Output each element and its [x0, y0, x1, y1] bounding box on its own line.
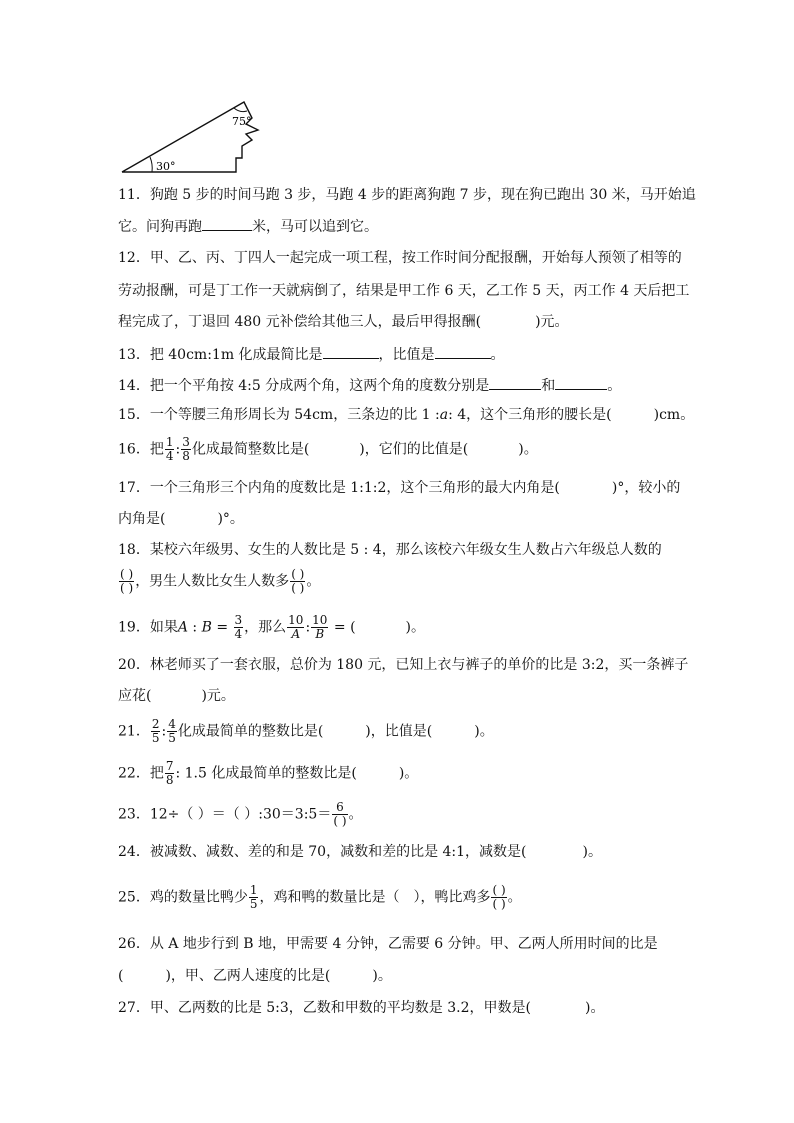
- question-12-line-1: 12．甲、乙、丙、丁四人一起完成一项工程，按工作时间分配报酬，开始每人预领了相等的: [118, 250, 682, 266]
- fraction: $\frac{7}{8}$: [165, 759, 174, 787]
- answer-blank[interactable]: [202, 216, 252, 231]
- question-20-line-2: 应花( )元。: [118, 688, 235, 704]
- question-12-line-2: 劳动报酬，可是丁工作一天就病倒了，结果是甲工作 6 天，乙工作 5 天，丙工作 4 天后把工: [118, 283, 690, 299]
- question-21: 21． $\frac{2}{5}$ : $\frac{4}{5}$ 化成最简单的整数比是( )，比值是( )。: [118, 717, 494, 745]
- question-22: 22．把 $\frac{7}{8}$ : 1.5 化成最简单的整数比是( )。: [118, 759, 419, 787]
- fraction: $\frac{2}{5}$: [151, 717, 160, 745]
- fraction: $\frac{10}{B}$: [312, 613, 328, 641]
- fraction: $\frac{1}{5}$: [249, 883, 258, 911]
- question-17-line-1: 17．一个三角形三个内角的度数比是 1:1:2，这个三角形的最大内角是( )°，较小的: [118, 480, 681, 496]
- question-16: 16．把 $\frac{1}{4}$ : $\frac{3}{8}$ 化成最简整数比是( )，它们的比值是( )。: [118, 435, 538, 463]
- question-14: 14．把一个平角按 4:5 分成两个角，这两个角的度数分别是 和 。: [118, 375, 621, 395]
- question-27: 27．甲、乙两数的比是 5:3，乙数和甲数的平均数是 3.2，甲数是( )。: [118, 1000, 605, 1016]
- blank-fraction[interactable]: $\frac{( )}{( )}$: [291, 567, 305, 595]
- question-11-line-1: 11．狗跑 5 步的时间马跑 3 步，马跑 4 步的距离狗跑 7 步，现在狗已跑出 30 米，马开始追: [118, 187, 696, 203]
- question-20-line-1: 20．林老师买了一套衣服，总价为 180 元，已知上衣与裤子的单价的比是 3:2，买一条裤子: [118, 657, 689, 673]
- question-24: 24．被减数、减数、差的和是 70，减数和差的比是 4:1，减数是( )。: [118, 844, 602, 860]
- question-18-line-1: 18．某校六年级男、女生的人数比是 5 : 4，那么该校六年级女生人数占六年级总人数的: [118, 542, 662, 558]
- blank-fraction[interactable]: $\frac{( )}{( )}$: [492, 883, 506, 911]
- triangle-diagram: [118, 98, 268, 178]
- question-23: 23．12÷（ ）＝（ ）:30＝3:5＝ $\frac{6}{( )}$ 。: [118, 800, 363, 828]
- question-13: 13．把 40cm:1m 化成最简比是 ，比值是 。: [118, 344, 505, 364]
- question-19: 19．如果A : B = $\frac{3}{4}$ ，那么 $\frac{10}{A}$ : $\frac{10}{B}$ = ( )。: [118, 613, 425, 641]
- angle-label-75: 75°: [232, 115, 252, 128]
- answer-blank[interactable]: [323, 344, 379, 359]
- answer-blank[interactable]: [435, 344, 491, 359]
- fraction: $\frac{10}{A}$: [288, 613, 304, 641]
- angle-label-30: 30°: [156, 160, 176, 173]
- question-26-line-1: 26．从 A 地步行到 B 地，甲需要 4 分钟，乙需要 6 分钟。甲、乙两人所用时间的比是: [118, 936, 658, 952]
- question-26-line-2: ( )，甲、乙两人速度的比是( )。: [118, 968, 392, 984]
- question-15: 15．一个等腰三角形周长为 54cm，三条边的比 1 :a: 4，这个三角形的腰长是( )cm。: [118, 407, 695, 423]
- question-12-line-3: 程完成了，丁退回 480 元补偿给其他三人，最后甲得报酬( )元。: [118, 314, 569, 330]
- blank-fraction[interactable]: $\frac{( )}{( )}$: [120, 567, 134, 595]
- triangle-figure: [118, 98, 268, 178]
- fraction: $\frac{3}{8}$: [182, 435, 190, 463]
- question-11-line-2: 它。问狗再跑 米，马可以追到它。: [118, 216, 378, 236]
- question-18-line-2: $\frac{( )}{( )}$ ，男生人数比女生人数多 $\frac{( )}{( )}$ 。: [120, 567, 321, 595]
- question-17-line-2: 内角是( )°。: [118, 511, 244, 527]
- fraction: $\frac{3}{4}$: [234, 613, 243, 641]
- answer-blank[interactable]: [555, 375, 607, 390]
- answer-blank[interactable]: [489, 375, 541, 390]
- fraction: $\frac{1}{4}$: [165, 435, 174, 463]
- question-25: 25．鸡的数量比鸭少 $\frac{1}{5}$ ，鸡和鸭的数量比是（ ），鸭比鸡多 $\frac{( )}{( )}$ 。: [118, 883, 522, 911]
- blank-fraction[interactable]: $\frac{6}{( )}$: [333, 800, 347, 828]
- fraction: $\frac{4}{5}$: [168, 717, 176, 745]
